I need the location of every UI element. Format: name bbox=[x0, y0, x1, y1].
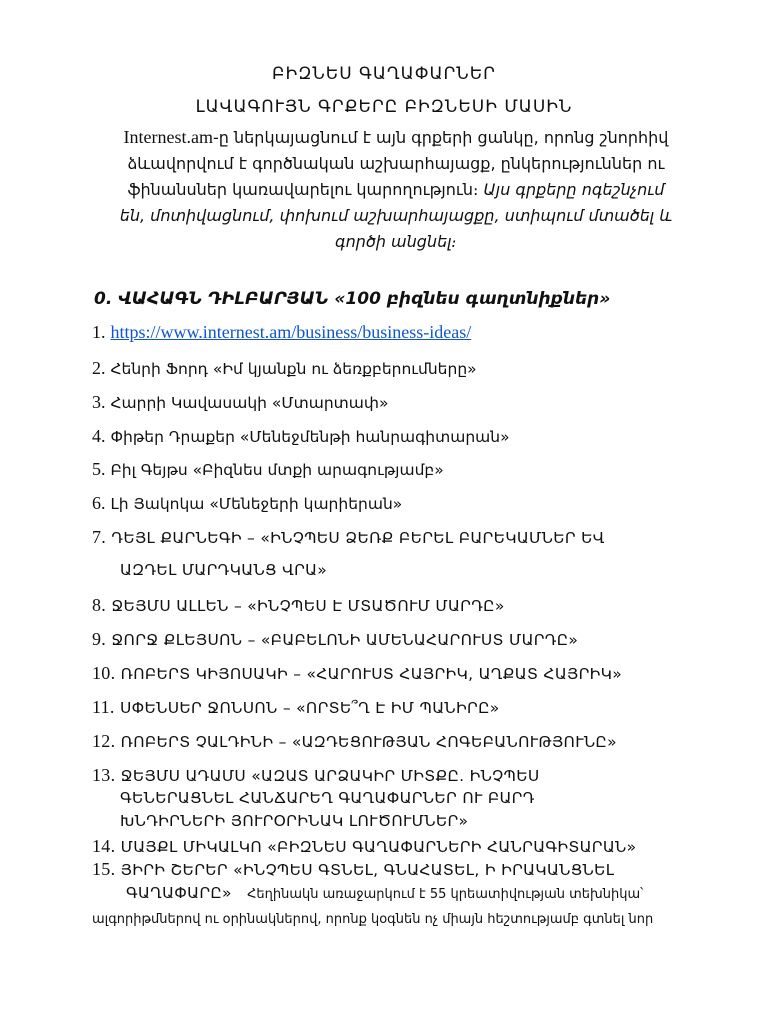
list-text: Բիլ Գեյթս «Բիզնես մտքի արագությամբ» bbox=[110, 461, 444, 479]
list-item bbox=[92, 358, 477, 379]
list-text: ՌՈԲԵՐՏ ՉԱԼԴԻՆԻ – «ԱԶԴԵՑՈՒԹՅԱՆ ՀՈԳԵԲԱՆՈՒԹՅՈՒՆԸ» bbox=[120, 733, 617, 751]
list-number: 13. bbox=[92, 765, 116, 785]
list-text: ՍՓԵՆՍԵՐ ՋՈՆՍՈՆ – «ՈՐՏԵ՞Ղ Է ԻՄ ՊԱՆԻՐԸ» bbox=[119, 699, 500, 717]
list-text-continuation: ԱԶԴԵԼ ՄԱՐԴԿԱՆՑ ՎՐԱ» bbox=[120, 561, 328, 579]
list-text: ՋԵՅՄՍ ԱԼԼԵՆ – «ԻՆՉՊԵՍ Է ՄՏԱԾՈՒՄ ՄԱՐԴԸ» bbox=[111, 597, 505, 615]
business-ideas-link[interactable]: https://www.internest.am/business/business-ideas/ bbox=[110, 322, 472, 342]
list-text: Լի Յակոկա «Մենեջերի կարիերան» bbox=[110, 495, 403, 513]
intro-brand: Internest.am bbox=[123, 127, 214, 147]
list-number: 7. bbox=[92, 527, 107, 547]
list-item bbox=[92, 322, 471, 343]
list-text-continuation: ԳԵՆԵՐԱՑՆԵԼ ՀԱՆՃԱՐԵՂ ԳԱՂԱՓԱՐՆԵՐ ՈՒ ԲԱՐԴ bbox=[120, 789, 535, 807]
list-item bbox=[92, 459, 444, 480]
list-item bbox=[92, 663, 622, 684]
list-item bbox=[92, 629, 578, 650]
list-number: 9. bbox=[92, 629, 107, 649]
list-text: ԴԵՅԼ ՔԱՐՆԵԳԻ – «ԻՆՉՊԵՍ ՁԵՌՔ ԲԵՐԵԼ ԲԱՐԵԿԱՄՆԵՐ ԵՎ bbox=[111, 529, 605, 547]
list-number: 14. bbox=[92, 836, 116, 856]
list-number: 11. bbox=[92, 697, 115, 717]
list-text: ՌՈԲԵՐՏ ԿԻՅՈՍԱԿԻ – «ՀԱՐՈՒՍՏ ՀԱՅՐԻԿ, ԱՂՔԱՏ ՀԱՅՐԻԿ» bbox=[120, 665, 623, 683]
section-subheading: 0. ՎԱՀԱԳՆ ԴԻԼԲԱՐՅԱՆ «100 բիզնես գաղտնիքներ» bbox=[94, 289, 611, 309]
list-item bbox=[92, 426, 510, 447]
document-title: ԲԻԶՆԵՍ ԳԱՂԱՓԱՐՆԵՐ bbox=[272, 64, 496, 84]
list-item bbox=[92, 697, 500, 718]
list-text: ՋՈՐՋ ՔԼԵՅՍՈՆ – «ԲԱԲԵԼՈՆԻ ԱՄԵՆԱՀԱՐՈՒՍՏ ՄԱՐԴԸ» bbox=[111, 631, 579, 649]
list-text-description: Հեղինակն առաջարկում է 55 կրեատիվության տեխնիկա՝ bbox=[247, 887, 644, 902]
list-text-continuation bbox=[126, 884, 643, 902]
list-text: ՅԻՐԻ ՇԵՐԵՐ «ԻՆՉՊԵՍ ԳՏՆԵԼ, ԳՆԱՀԱՏԵԼ, Ի ԻՐԱԿԱՆՑՆԵԼ bbox=[120, 861, 615, 879]
list-text-description-continuation: ալգորիթմներով ու օրինակներով, որոնք կօգնեն ոչ միայն հեշտությամբ գտնել նոր bbox=[92, 912, 654, 927]
list-number: 4. bbox=[92, 426, 106, 446]
document-subtitle: ԼԱՎԱԳՈՒՅՆ ԳՐՔԵՐԸ ԲԻԶՆԵՍԻ ՄԱՍԻՆ bbox=[195, 97, 573, 117]
list-text: Հարրի Կավասակի «Մտարտափ» bbox=[110, 394, 389, 412]
list-text-continuation-title: ԳԱՂԱՓԱՐԸ» bbox=[126, 884, 232, 902]
list-number: 6. bbox=[92, 493, 106, 513]
list-item bbox=[92, 765, 540, 786]
list-text: Փիթեր Դրաքեր «Մենեջմենթի հանրագիտարան» bbox=[110, 428, 510, 446]
list-number: 3. bbox=[92, 392, 106, 412]
list-number: 15. bbox=[92, 859, 116, 879]
list-number: 5. bbox=[92, 459, 106, 479]
list-number: 8. bbox=[92, 595, 107, 615]
intro-italic-text: Այս գրքերը ոգեշնչում են, մոտիվացնում, փոխում աշխարհայացքը, ստիպում մտածել և գործի անցնել։ bbox=[119, 180, 673, 251]
list-item bbox=[92, 392, 388, 413]
list-item bbox=[92, 731, 617, 752]
list-text-continuation: ԽՆԴԻՐՆԵՐԻ ՅՈՒՐՕՐԻՆԱԿ ԼՈՒԾՈՒՄՆԵՐ» bbox=[120, 812, 469, 830]
intro-text: -ը ներկայացնում է այն գրքերի ցանկը, որոնց շնորհիվ ձևավորվում է գործնական աշխարհայացք, ընկերություններ ու ֆինանսներ կառավարելու կարողություն։ bbox=[127, 128, 669, 199]
list-text: ՋԵՅՄՍ ԱԴԱՄՍ «ԱԶԱՏ ԱՐՁԱԿԻՐ ՄԻՏՔԸ. ԻՆՉՊԵՍ bbox=[120, 767, 540, 785]
list-item bbox=[92, 836, 636, 857]
list-number: 12. bbox=[92, 731, 116, 751]
list-text: Հենրի Ֆորդ «Իմ կյանքն ու ձեռքբերումները» bbox=[110, 360, 477, 378]
list-number: 1. bbox=[92, 322, 106, 342]
list-number: 10. bbox=[92, 663, 116, 683]
intro-paragraph bbox=[118, 124, 674, 255]
list-item bbox=[92, 527, 605, 548]
list-item bbox=[92, 859, 614, 880]
list-number: 2. bbox=[92, 358, 106, 378]
list-item bbox=[92, 493, 402, 514]
list-item bbox=[92, 595, 505, 616]
list-text: ՄԱՅՔԼ ՄԻԿԱԼԿՈ «ԲԻԶՆԵՍ ԳԱՂԱՓԱՐՆԵՐԻ ՀԱՆՐԱԳԻՏԱՐԱՆ» bbox=[120, 838, 637, 856]
